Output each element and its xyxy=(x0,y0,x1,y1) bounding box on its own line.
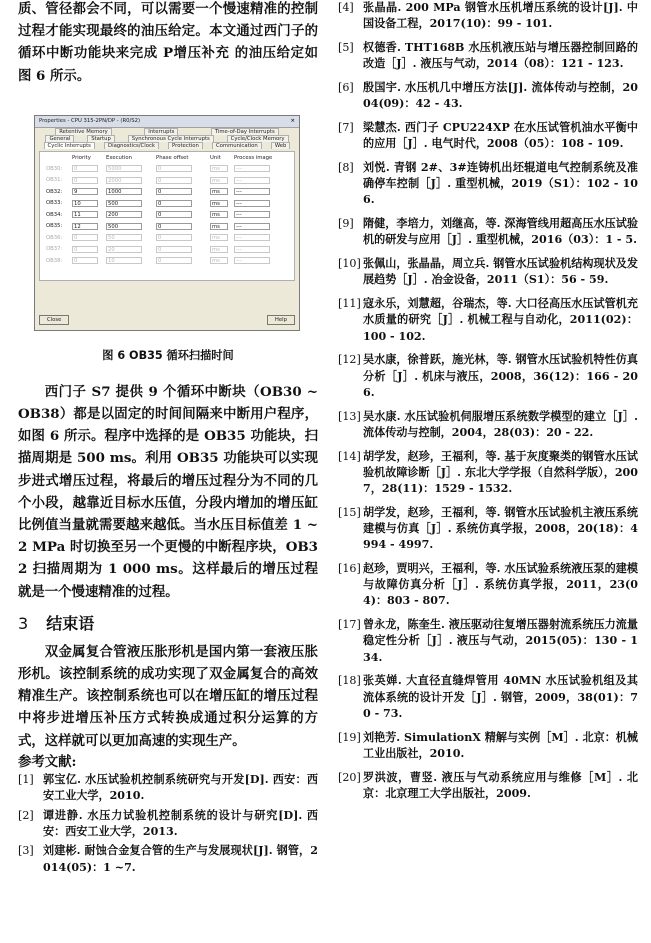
field-unit: ms xyxy=(210,223,228,230)
cyclic-interrupts-panel xyxy=(39,151,295,281)
cell xyxy=(156,177,210,184)
reference-number: [7] xyxy=(338,121,354,134)
reference-item xyxy=(338,80,638,112)
reference-number: [19] xyxy=(338,730,361,744)
cell xyxy=(156,188,210,195)
column-header: Unit xyxy=(210,154,221,161)
ob-label: OB33: xyxy=(46,200,63,207)
cell xyxy=(106,246,156,253)
field-image: --- xyxy=(234,246,270,253)
reference-text: 梁慧杰. 西门子 CPU224XP 在水压试管机油水平衡中的应用［J］. 电气时代，2008（05）：108 - 109. xyxy=(363,121,638,151)
field-execution: 200 xyxy=(106,211,142,218)
reference-number: [10] xyxy=(338,257,361,271)
reference-text: 刘艳芳. SimulationX 精解与实例［M］. 北京：机械工业出版社，2010. xyxy=(363,730,638,760)
field-image: --- xyxy=(234,177,270,184)
cell xyxy=(106,211,156,218)
reference-number: [12] xyxy=(338,353,361,367)
column-headers xyxy=(40,152,294,163)
field-image: --- xyxy=(234,234,270,241)
field-unit: ms xyxy=(210,165,228,172)
cell xyxy=(156,246,210,253)
reference-text: 张佩山，张晶晶，周立兵. 钢管水压试验机结构现状及发展趋势［J］. 冶金设备，2011（S1）：56 - 59. xyxy=(363,257,638,287)
field-priority: 12 xyxy=(72,223,98,230)
reference-number: [20] xyxy=(338,770,361,784)
field-unit: ms xyxy=(210,234,228,241)
reference-item xyxy=(338,730,638,762)
reference-number: [18] xyxy=(338,674,361,688)
field-unit: ms xyxy=(210,200,228,207)
tab: Startup xyxy=(87,135,115,142)
reference-item xyxy=(338,160,638,209)
column-header: Phase offset xyxy=(156,154,189,161)
tab: General xyxy=(45,135,74,142)
close-icon: × xyxy=(290,117,295,124)
field-execution: 1000 xyxy=(106,188,142,195)
cell xyxy=(156,200,210,207)
reference-text: 张晶晶. 200 MPa 钢管水压机增压系统的设计[J]. 中国设备工程，2017(10)：99 - 101. xyxy=(363,1,638,31)
figure-screenshot-dialog xyxy=(34,115,300,331)
reference-number: [13] xyxy=(338,409,361,423)
cell xyxy=(234,223,274,230)
reference-text: 吴水康，徐普跃，施光林，等. 钢管水压试验机特性仿真分析［J］. 机床与液压，2008，36(12)：166 - 206. xyxy=(363,353,638,399)
reference-number: [16] xyxy=(338,562,361,576)
reference-item xyxy=(338,505,638,554)
reference-item xyxy=(338,561,638,610)
cell xyxy=(72,200,106,207)
references-heading: 参考文献: xyxy=(18,753,77,770)
reference-number: [1] xyxy=(18,772,34,786)
ob-label: OB32: xyxy=(46,188,63,195)
reference-text: 刘悦. 青钢 2#、3#连铸机出坯辊道电气控制系统及准确停车控制［J］. 重型机械，2019（S1）：102 - 106. xyxy=(363,161,638,207)
cell xyxy=(156,257,210,264)
reference-number: [8] xyxy=(338,161,354,174)
intro-paragraph: 质、管径都会不同，可以需要一个慢速精准的控制过程才能实现最终的油压给定。本文通过西门子的循环中断功能块来完成 P增压补充 的油压给定如图 6 所示。 xyxy=(18,1,318,84)
interrupt-row xyxy=(40,163,294,175)
reference-item xyxy=(338,617,638,666)
cell xyxy=(210,165,234,172)
field-image: --- xyxy=(234,165,270,172)
field-execution: 2000 xyxy=(106,177,142,184)
cell xyxy=(106,257,156,264)
reference-item xyxy=(338,673,638,722)
cell xyxy=(106,165,156,172)
reference-item xyxy=(338,352,638,401)
field-priority: 9 xyxy=(72,188,98,195)
field-image: --- xyxy=(234,211,270,218)
reference-text: 殷国宇. 水压机几中增压方法[J]. 流体传动与控制，2004(09)：42 - 43. xyxy=(363,81,638,111)
reference-number: [17] xyxy=(338,618,361,632)
field-execution: 500 xyxy=(106,223,142,230)
cell xyxy=(210,200,234,207)
ob-label: OB37: xyxy=(46,246,63,253)
cell xyxy=(106,200,156,207)
reference-item xyxy=(338,0,638,32)
section-title: 结束语 xyxy=(46,613,95,633)
left-column xyxy=(18,0,318,879)
reference-number: [14] xyxy=(338,449,361,463)
cell xyxy=(156,223,210,230)
field-image: --- xyxy=(234,200,270,207)
reference-list-left xyxy=(18,772,318,876)
cell xyxy=(234,200,274,207)
reference-text: 赵珍，贾明兴，王福利，等. 水压试验系统液压泵的建模与故障仿真分析［J］. 系统仿真学报，2011，23(04)：803 - 807. xyxy=(363,562,638,608)
dialog-title: Properties - CPU 315-2PN/DP - (R0/S2) xyxy=(39,117,141,124)
field-phase: 0 xyxy=(156,211,192,218)
cell xyxy=(210,257,234,264)
cell xyxy=(234,177,274,184)
cell xyxy=(72,223,106,230)
section-number: 3 xyxy=(18,613,29,633)
cell xyxy=(210,177,234,184)
field-phase: 0 xyxy=(156,165,192,172)
cell xyxy=(210,211,234,218)
field-execution: 500 xyxy=(106,200,142,207)
ob-label: OB34: xyxy=(46,211,63,218)
field-priority: 0 xyxy=(72,234,98,241)
cell xyxy=(72,257,106,264)
reference-text: 刘建彬. 耐蚀合金复合管的生产与发展现状[J]. 钢管，2014(05)：1 ~7. xyxy=(43,844,318,874)
field-unit: ms xyxy=(210,257,228,264)
reference-item xyxy=(18,843,318,875)
interrupt-row xyxy=(40,209,294,221)
cell xyxy=(72,246,106,253)
cell xyxy=(234,246,274,253)
cell xyxy=(106,177,156,184)
conclusion-paragraph: 双金属复合管液压胀形机是国内第一套液压胀形机。该控制系统的成功实现了双金属复合的高效精准生产。该控制系统也可以在增压缸的增压过程中将步进增压补压方式转换成通过积分运算的方式，这样就可以更加高速的实现生产。 xyxy=(18,643,318,749)
tab: Communication xyxy=(212,142,262,149)
dialog-titlebar xyxy=(35,116,299,128)
reference-list-right xyxy=(338,0,638,802)
cell xyxy=(234,165,274,172)
reference-text: 张英婵. 大直径直缝焊管用 40MN 水压试验机组及其流体系统的设计开发［J］. 钢管，2009，38(01)：70 - 73. xyxy=(363,674,638,720)
cell xyxy=(210,234,234,241)
figure-caption: 图 6 OB35 循环扫描时间 xyxy=(102,348,234,362)
tab: Cyclic Interrupts xyxy=(44,142,95,149)
interrupt-row xyxy=(40,220,294,232)
tab: Retentive Memory xyxy=(55,128,112,135)
cell xyxy=(72,165,106,172)
cell xyxy=(106,234,156,241)
field-unit: ms xyxy=(210,211,228,218)
field-unit: ms xyxy=(210,177,228,184)
reference-text: 权德香. THT168B 水压机液压站与增压器控制回路的改造［J］. 液压与气动，2014（08）：121 - 123. xyxy=(363,41,638,71)
field-image: --- xyxy=(234,188,270,195)
reference-number: [11] xyxy=(338,297,361,311)
section-heading xyxy=(18,613,318,635)
reference-number: [9] xyxy=(338,217,354,231)
interrupt-row xyxy=(40,174,294,186)
tab: Time-of-Day Interrupts xyxy=(211,128,279,135)
right-column xyxy=(338,0,638,810)
dialog-buttons xyxy=(39,315,295,325)
reference-text: 罗洪波，曹竖. 液压与气动系统应用与维修［M］. 北京：北京理工大学出版社，2009. xyxy=(363,770,638,800)
cell xyxy=(72,177,106,184)
cell xyxy=(234,188,274,195)
reference-number: [4] xyxy=(338,1,354,14)
column-header xyxy=(46,155,72,161)
reference-item xyxy=(338,409,638,441)
reference-text: 胡学发，赵珍，王福利，等. 钢管水压试验机主液压系统建模与仿真［J］. 系统仿真学报，2008，20(18)：4994 - 4997. xyxy=(363,505,638,552)
field-execution: 50 xyxy=(106,234,142,241)
field-priority: 0 xyxy=(72,177,98,184)
field-priority: 11 xyxy=(72,211,98,218)
body-paragraph: 西门子 S7 提供 9 个循环中断块（OB30 ~ OB38）都是以固定的时间间隔来中断用户程序，如图 6 所示。程序中选择的是 OB35 功能块，扫描周期是 500 ms。利用 OB35 功能块可以实现步进式增压过程，将最后的增压过程分为不同的几个小段，越靠近目标水压值，分段内增加的增压缸比例值当量就需要越来越低。当水压目标值差 1 ~ 2 MPa 时切换至另一个更慢的中断程序块，OB32 扫描周期为 1 000 ms。这样最后的增压过程就是一个慢速精准的过程。 xyxy=(18,383,318,600)
ob-label: OB30: xyxy=(46,165,63,172)
reference-text: 吴水康. 水压试验机伺服增压系统数学模型的建立［J］. 流体传动与控制，2004，28(03)：20 - 22. xyxy=(363,409,638,439)
field-priority: 0 xyxy=(72,257,98,264)
tab: Cycle/Clock Memory xyxy=(227,135,289,142)
tab-row-1 xyxy=(35,128,299,135)
tab: Web xyxy=(271,142,291,149)
cell xyxy=(210,246,234,253)
help-button: Help xyxy=(267,315,295,325)
cell xyxy=(72,188,106,195)
column-header: Process image xyxy=(234,154,273,161)
ob-label: OB36: xyxy=(46,234,63,241)
field-phase: 0 xyxy=(156,234,192,241)
ob-label: OB31: xyxy=(46,177,63,184)
tab: Diagnostics/Clock xyxy=(104,142,159,149)
field-execution: 20 xyxy=(106,246,142,253)
tab: Interrupts xyxy=(144,128,178,135)
interrupt-rows xyxy=(40,163,294,267)
tab: Protection xyxy=(168,142,203,149)
reference-text: 曾永龙，陈奎生. 液压驱动往复增压器射流系统压力流量稳定性分析［J］. 液压与气动，2015(05)：130 - 134. xyxy=(363,618,638,664)
cell xyxy=(106,223,156,230)
reference-text: 郭宝亿. 水压试验机控制系统研究与开发[D]. 西安：西安工业大学，2010. xyxy=(43,772,318,803)
reference-item xyxy=(338,449,638,498)
column-header: Priority xyxy=(72,154,91,161)
close-button: Close xyxy=(39,315,69,325)
field-unit: ms xyxy=(210,246,228,253)
interrupt-row xyxy=(40,243,294,255)
column-header: Execution xyxy=(106,154,132,161)
cell xyxy=(234,234,274,241)
interrupt-row xyxy=(40,232,294,244)
reference-item xyxy=(338,216,638,248)
reference-number: [6] xyxy=(338,81,354,94)
reference-item xyxy=(338,296,638,345)
interrupt-row xyxy=(40,255,294,267)
field-execution: 5000 xyxy=(106,165,142,172)
field-phase: 0 xyxy=(156,200,192,207)
field-phase: 0 xyxy=(156,188,192,195)
cell xyxy=(72,234,106,241)
reference-number: [3] xyxy=(18,844,34,858)
reference-number: [2] xyxy=(18,808,34,822)
field-priority: 0 xyxy=(72,246,98,253)
interrupt-row xyxy=(40,186,294,198)
reference-number: [5] xyxy=(338,41,354,54)
field-phase: 0 xyxy=(156,257,192,264)
reference-item xyxy=(338,770,638,802)
reference-text: 隋健，李培力，刘继高，等. 深海管线用超高压水压试验机的研发与应用［J］. 重型机械，2016（03）：1 - 5. xyxy=(363,217,638,247)
cell xyxy=(156,165,210,172)
field-phase: 0 xyxy=(156,177,192,184)
tab: Synchronous Cycle Interrupts xyxy=(128,135,214,142)
reference-item xyxy=(18,808,318,840)
tab-row-3 xyxy=(35,142,299,149)
field-phase: 0 xyxy=(156,246,192,253)
interrupt-row xyxy=(40,197,294,209)
reference-item xyxy=(338,40,638,72)
cell xyxy=(156,211,210,218)
field-image: --- xyxy=(234,223,270,230)
reference-text: 谭进静. 水压力试验机控制系统的设计与研究[D]. 西安：西安工业大学，2013. xyxy=(43,808,318,838)
cell xyxy=(106,188,156,195)
field-execution: 10 xyxy=(106,257,142,264)
cell xyxy=(156,234,210,241)
reference-item xyxy=(338,120,638,152)
cell xyxy=(234,211,274,218)
field-priority: 0 xyxy=(72,165,98,172)
cell xyxy=(72,211,106,218)
field-priority: 10 xyxy=(72,200,98,207)
field-image: --- xyxy=(234,257,270,264)
ob-label: OB35: xyxy=(46,223,63,230)
tab-row-2 xyxy=(35,135,299,142)
cell xyxy=(234,257,274,264)
reference-text: 胡学发，赵珍，王福利，等. 基于灰度聚类的钢管水压试验机故障诊断［J］. 东北大学学报（自然科学版），2007，28(11)：1529 - 1532. xyxy=(363,449,638,496)
reference-item xyxy=(18,772,318,804)
reference-number: [15] xyxy=(338,505,361,519)
cell xyxy=(210,188,234,195)
cell xyxy=(210,223,234,230)
field-phase: 0 xyxy=(156,223,192,230)
reference-text: 寇永乐，刘慧超，谷瑞杰，等. 大口径高压水压试管机充水质量的研究［J］. 机械工程与自动化，2011(02)：100 - 102. xyxy=(363,297,638,343)
field-unit: ms xyxy=(210,188,228,195)
ob-label: OB38: xyxy=(46,257,63,264)
reference-item xyxy=(338,256,638,288)
